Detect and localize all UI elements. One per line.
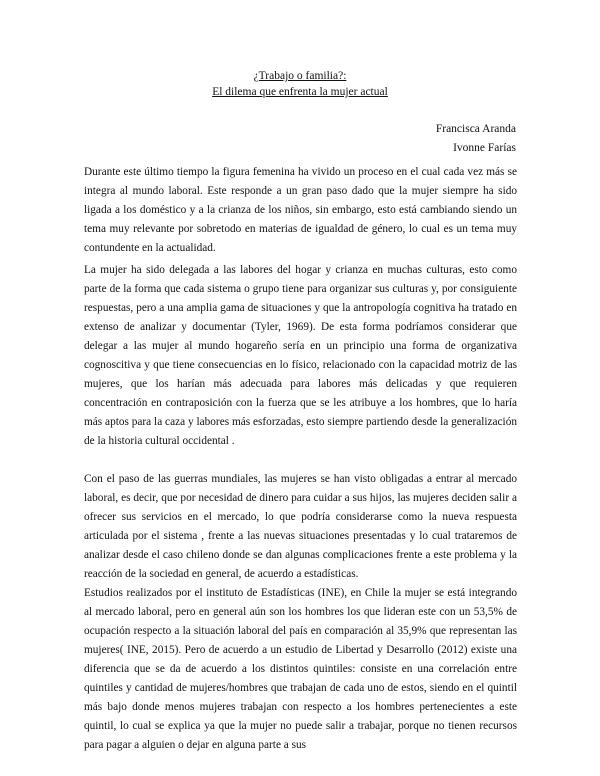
paragraph-3: Con el paso de las guerras mundiales, las mujeres se han visto obligadas a entrar al mercado laboral, es decir, que por necesidad de dinero para cuidar a sus hijos, las mujeres deciden salir a ofrecer sus servicios en el mercado, lo que podría considerarse como la nueva respuesta articulada por el sistema , frente a las nuevas situaciones presentadas y lo cual trataremos de analizar desde el caso chileno donde se dan algunas complicaciones frente a este problema y la reacción de la sociedad en general, de acuerdo a estadísticas. — [84, 473, 517, 580]
author-name: Ivonne Farías — [453, 142, 516, 154]
author-list — [436, 120, 516, 158]
paragraph-4: Estudios realizados por el instituto de Estadísticas (INE), en Chile la mujer se está integrando al mercado laboral, pero en general aún son los hombres los que lideran este con un 53,5% de ocupación respecto a la situación laboral del país en comparación al 35,9% que representan las mujeres( INE, 2015). Pero de acuerdo a un estudio de Libertad y Desarrollo (2012) existe una diferencia que se da de acuerdo a los distintos quintiles: consiste en una correlación entre quintiles y cantidad de mujeres/hombres que trabajan de cada uno de estos, siendo en el quintil más bajo donde menos mujeres trabajan con respecto a los hombres pertenecientes a este quintil, lo cual se explica ya que la mujer no puede salir a trabajar, porque no tienen recursos para pagar a alguien o dejar en alguna parte a sus — [84, 587, 517, 751]
paragraph-2: La mujer ha sido delegada a las labores del hogar y crianza en muchas culturas, esto como parte de la forma que cada sistema o grupo tiene para organizar sus culturas y, por consiguiente respuestas, pero a una amplia gama de situaciones y que la antropología cognitiva ha tratado en extenso de analizar y documentar (Tyler, 1969). De esta forma podríamos considerar que delegar a las mujer al mundo hogareño sería en un principio una forma de organizativa cognoscitiva y que tiene consecuencias en lo físico, relacionado con la capacidad motriz de las mujeres, que los harían más adecuada para labores más delicadas y que requieren concentración en contraposición con la fuerza que se les atribuye a los hombres, que lo haría más aptos para la caza y labores más esforzadas, esto siempre partiendo desde la generalización de la historia cultural occidental . — [84, 264, 517, 447]
document-title — [0, 68, 600, 100]
author-name: Francisca Aranda — [435, 123, 516, 135]
title-line-2: El dilema que enfrenta la mujer actual — [212, 86, 388, 98]
title-line-1: ¿Trabajo o familia?: — [253, 70, 347, 82]
paragraph-1: Durante este último tiempo la figura femenina ha vivido un proceso en el cual cada vez más se integra al mundo laboral. Este responde a un gran paso dado que la mujer siempre ha sido ligada a los doméstico y a la crianza de los niños, sin embargo, esto está cambiando siendo un tema muy relevante por sobretodo en materias de igualdad de género, lo cual es un tema muy contundente en la actualidad. — [84, 166, 517, 254]
